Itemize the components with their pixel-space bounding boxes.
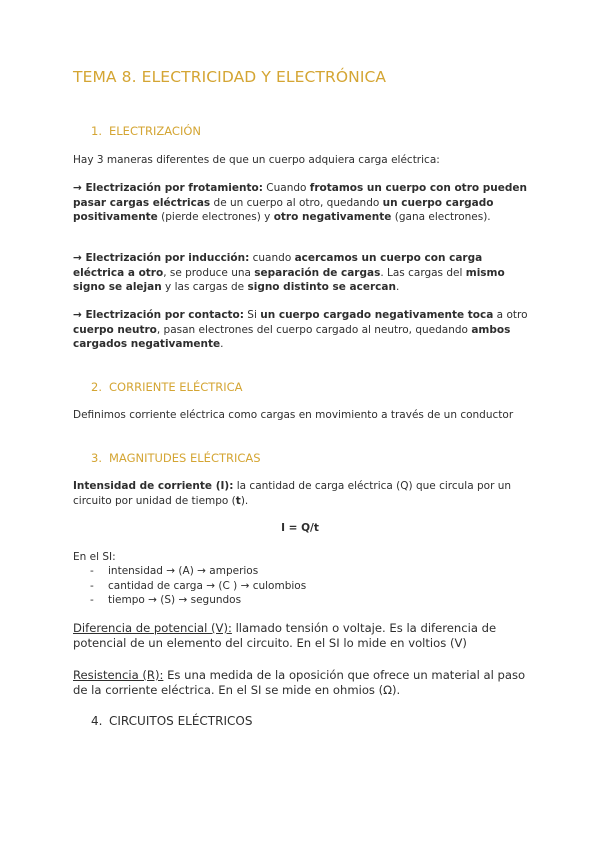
bold-run: mismo signo se alejan	[73, 266, 505, 293]
resistencia-term: Resistencia (R):	[73, 668, 164, 682]
bold-run: ambos cargados negativamente	[73, 323, 511, 350]
si-units-list	[90, 564, 306, 608]
section-4-heading	[91, 714, 252, 728]
resistencia	[73, 668, 543, 698]
list-item-text: cantidad de carga → (C ) → culombios	[108, 579, 307, 592]
section-3-number: 3.	[91, 451, 102, 465]
intensidad-definicion	[73, 479, 533, 508]
section-3-title: MAGNITUDES ELÉCTRICAS	[109, 451, 261, 465]
potencial-term: Diferencia de potencial (V):	[73, 621, 232, 635]
text-run: .	[220, 338, 224, 350]
bold-run: separación de cargas	[254, 266, 381, 279]
electrizacion-frotamiento	[73, 181, 533, 225]
frotamiento-term: → Electrización por frotamiento:	[73, 182, 263, 194]
section-4-title: CIRCUITOS ELÉCTRICOS	[109, 714, 253, 728]
text-run: y las cargas de	[161, 281, 248, 293]
si-label: En el SI:	[73, 551, 116, 563]
section-1-intro: Hay 3 maneras diferentes de que un cuerpo adquiera carga eléctrica:	[73, 154, 440, 166]
text-run: , se produce una	[163, 266, 255, 279]
list-item: - intensidad → (A) → amperios	[90, 565, 259, 577]
bold-run: frotamos un cuerpo con otro pueden pasar cargas eléctricas	[73, 182, 527, 209]
text-run: cuando	[249, 252, 295, 264]
corriente-definicion: Definimos corriente eléctrica como cargas en movimiento a través de un conductor	[73, 409, 514, 421]
text-run: (pierde electrones) y	[157, 211, 274, 223]
list-item-text: intensidad → (A) → amperios	[108, 565, 259, 577]
text-run: .	[395, 281, 400, 293]
text-run: Si	[243, 309, 261, 321]
bold-run: acercamos un cuerpo con carga eléctrica a otro	[73, 252, 483, 279]
list-item: - cantidad de carga → (C ) → culombios	[90, 579, 307, 592]
section-4-number: 4.	[91, 714, 103, 728]
section-2-heading	[91, 380, 243, 394]
text-run: la cantidad de carga eléctrica (Q) que circula por un circuito por unidad de tiempo (	[73, 480, 512, 507]
bold-run: t	[235, 494, 241, 507]
page-title: TEMA 8. ELECTRICIDAD Y ELECTRÓNICA	[73, 68, 387, 86]
formula-intensidad: I = Q/t	[281, 522, 319, 534]
section-2-title: CORRIENTE ELÉCTRICA	[109, 380, 243, 394]
text-run: llamado tensión o voltaje. Es la diferencia de potencial de un elemento del circuito. En el SI lo mide en voltios (V)	[73, 621, 497, 650]
text-run: , pasan electrones del cuerpo cargado al neutro, quedando	[156, 323, 472, 336]
section-2-number: 2.	[91, 380, 102, 394]
contacto-term: → Electrización por contacto:	[73, 309, 244, 321]
text-run: Es una medida de la oposición que ofrece un material al paso de la corriente eléctrica. En el SI se mide en ohmios (Ω).	[73, 668, 526, 697]
text-run: . Las cargas del	[380, 266, 466, 279]
text-run: a otro	[493, 309, 528, 321]
electrizacion-induccion	[73, 251, 533, 295]
text-run: (gana electrones).	[391, 211, 491, 223]
list-item: - tiempo → (S) → segundos	[90, 594, 242, 606]
bold-run: un cuerpo cargado negativamente toca	[260, 309, 494, 321]
bold-run: un cuerpo cargado positivamente	[73, 196, 494, 223]
diferencia-potencial	[73, 621, 543, 651]
electrizacion-contacto	[73, 308, 533, 352]
bold-run: otro negativamente	[273, 211, 392, 223]
section-3-heading	[91, 451, 261, 465]
bold-run: signo distinto se acercan	[247, 281, 396, 293]
section-1-number: 1.	[91, 124, 102, 138]
text-run: ).	[240, 494, 249, 507]
section-1-title: ELECTRIZACIÓN	[109, 124, 201, 138]
text-run: Cuando	[262, 182, 310, 194]
induccion-term: → Electrización por inducción:	[73, 252, 250, 264]
section-1-heading	[91, 124, 201, 138]
bold-run: cuerpo neutro	[73, 323, 157, 336]
intensidad-term: Intensidad de corriente (I):	[73, 480, 234, 492]
text-run: de un cuerpo al otro, quedando	[210, 196, 383, 209]
list-item-text: tiempo → (S) → segundos	[108, 594, 242, 606]
